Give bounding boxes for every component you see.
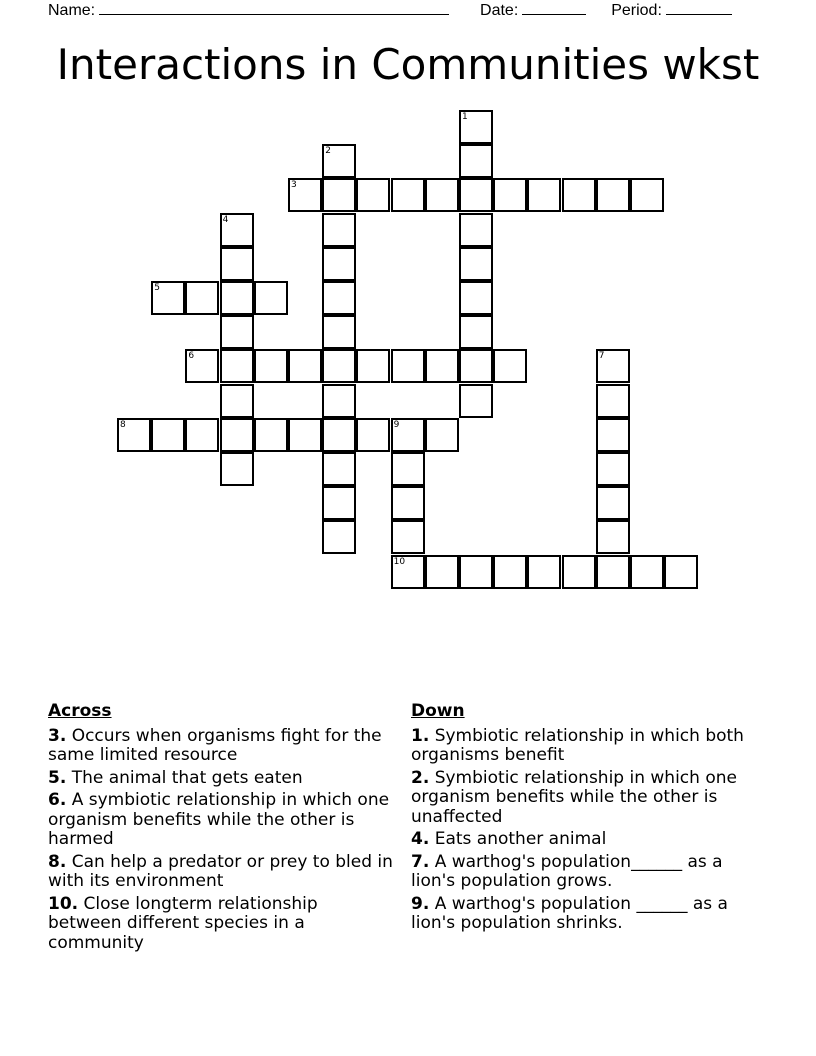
across-clues [48, 702, 393, 956]
name-label: Name: [48, 2, 96, 19]
crossword-cell[interactable] [391, 178, 425, 212]
crossword-cell[interactable] [596, 384, 630, 418]
clue-number: 5 [154, 283, 160, 293]
crossword-cell[interactable] [288, 178, 322, 212]
crossword-cell[interactable] [391, 452, 425, 486]
crossword-cell[interactable] [527, 555, 561, 589]
crossword-cell[interactable] [220, 315, 254, 349]
crossword-cell[interactable] [493, 349, 527, 383]
crossword-cell[interactable] [459, 315, 493, 349]
crossword-cell[interactable] [493, 555, 527, 589]
crossword-cell[interactable] [596, 486, 630, 520]
clue-number: 4 [222, 214, 229, 225]
crossword-cell[interactable] [220, 418, 254, 452]
crossword-cell[interactable] [562, 555, 596, 589]
crossword-cell[interactable] [630, 178, 664, 212]
crossword-cell[interactable] [151, 418, 185, 452]
clue-number-label: 1. [411, 725, 430, 746]
across-clue [48, 791, 393, 850]
crossword-cell[interactable] [151, 281, 185, 315]
clue-number: 6 [188, 351, 195, 362]
clue-number: 9 [393, 419, 400, 430]
clue-text: A warthog's population______ as a lion's population grows. [411, 851, 723, 891]
across-clue [48, 895, 393, 954]
clue-number-label: 2. [411, 767, 430, 788]
crossword-cell[interactable] [185, 281, 219, 315]
crossword-cell[interactable] [459, 178, 493, 212]
period-label: Period: [611, 2, 662, 19]
down-clue [411, 853, 761, 892]
crossword-cell[interactable] [322, 315, 356, 349]
down-heading: Down [411, 701, 465, 721]
across-clue [48, 727, 393, 766]
down-clues [411, 702, 761, 937]
across-heading: Across [48, 701, 112, 721]
down-clue [411, 895, 761, 934]
clue-number: 2 [325, 146, 331, 157]
clue-text: A symbiotic relationship in which one organism benefits while the other is harmed [48, 790, 390, 849]
crossword-cell[interactable] [459, 247, 493, 281]
crossword-cell[interactable] [527, 178, 561, 212]
crossword-cell[interactable] [425, 178, 459, 212]
crossword-cell[interactable] [356, 418, 390, 452]
crossword-cell[interactable] [288, 349, 322, 383]
page-title: Interactions in Communities wkst [56, 40, 760, 89]
crossword-cell[interactable] [596, 555, 630, 589]
crossword-cell[interactable] [322, 281, 356, 315]
crossword-cell[interactable] [322, 349, 356, 383]
crossword-cell[interactable] [391, 520, 425, 554]
crossword-cell[interactable] [254, 349, 288, 383]
crossword-cell[interactable] [425, 555, 459, 589]
crossword-cell[interactable] [322, 384, 356, 418]
clue-number-label: 6. [48, 790, 67, 810]
clue-text: Close longterm relationship between different species in a community [48, 893, 318, 953]
across-clue [48, 853, 393, 892]
crossword-cell[interactable] [459, 144, 493, 178]
crossword-cell[interactable] [596, 520, 630, 554]
crossword-cell[interactable] [322, 144, 356, 178]
crossword-cell[interactable] [664, 555, 698, 589]
crossword-cell[interactable] [391, 418, 425, 452]
crossword-cell[interactable] [220, 349, 254, 383]
crossword-cell[interactable] [117, 418, 151, 452]
clue-text: A warthog's population ______ as a lion's population shrinks. [411, 893, 728, 933]
crossword-cell[interactable] [322, 452, 356, 486]
crossword-cell[interactable] [322, 418, 356, 452]
crossword-cell[interactable] [322, 178, 356, 212]
crossword-cell[interactable] [322, 213, 356, 247]
crossword-cell[interactable] [220, 281, 254, 315]
crossword-cell[interactable] [322, 486, 356, 520]
clue-number-label: 3. [48, 725, 67, 746]
clue-number: 10 [393, 556, 406, 567]
crossword-cell[interactable] [220, 384, 254, 418]
crossword-cell[interactable] [459, 384, 493, 418]
crossword-cell[interactable] [459, 555, 493, 589]
clue-number: 3 [291, 180, 297, 191]
clue-number-label: 7. [411, 851, 430, 872]
crossword-cell[interactable] [562, 178, 596, 212]
clue-number-label: 4. [411, 829, 430, 849]
clue-text: The animal that gets eaten [66, 767, 303, 788]
clue-number-label: 8. [48, 851, 67, 872]
down-clue [411, 727, 761, 766]
crossword-cell[interactable] [459, 110, 493, 144]
down-clue [411, 769, 761, 828]
crossword-cell[interactable] [459, 349, 493, 383]
crossword-cell[interactable] [391, 486, 425, 520]
crossword-cell[interactable] [185, 349, 219, 383]
down-clue-list [411, 727, 761, 934]
crossword-cell[interactable] [322, 520, 356, 554]
across-clue-list [48, 727, 393, 954]
down-clue [411, 830, 761, 850]
date-label: Date: [480, 2, 519, 19]
clue-number: 7 [598, 351, 605, 362]
crossword-cell[interactable] [254, 281, 288, 315]
clue-number: 1 [462, 112, 468, 122]
clue-number: 8 [120, 419, 126, 430]
crossword-cell[interactable] [630, 555, 664, 589]
clue-number-label: 10. [48, 893, 79, 914]
crossword-cell[interactable] [288, 418, 322, 452]
crossword-cell[interactable] [596, 418, 630, 452]
crossword-cell[interactable] [220, 213, 254, 247]
clue-text: Occurs when organisms fight for the same limited resource [48, 725, 382, 765]
crossword-cell[interactable] [493, 178, 527, 212]
crossword-cell[interactable] [322, 247, 356, 281]
crossword-cell[interactable] [356, 349, 390, 383]
crossword-cell[interactable] [425, 418, 459, 452]
crossword-cell[interactable] [596, 452, 630, 486]
crossword-cell[interactable] [459, 213, 493, 247]
clue-text: Symbiotic relationship in which one organism benefits while the other is unaffected [411, 767, 737, 827]
crossword-cell[interactable] [391, 349, 425, 383]
clue-text: Can help a predator or prey to bled in with its environment [48, 851, 393, 891]
crossword-cell[interactable] [220, 452, 254, 486]
clue-text: Symbiotic relationship in which both organisms benefit [411, 725, 744, 765]
crossword-cell[interactable] [254, 418, 288, 452]
crossword-cell[interactable] [185, 418, 219, 452]
crossword-cell[interactable] [356, 178, 390, 212]
across-clue [48, 769, 393, 789]
clue-text: Eats another animal [429, 829, 607, 849]
crossword-cell[interactable] [459, 281, 493, 315]
crossword-cell[interactable] [425, 349, 459, 383]
crossword-cell[interactable] [220, 247, 254, 281]
crossword-cell[interactable] [596, 349, 630, 383]
clue-number-label: 5. [48, 767, 67, 788]
crossword-cell[interactable] [391, 555, 425, 589]
crossword-cell[interactable] [596, 178, 630, 212]
clue-number-label: 9. [411, 893, 430, 914]
